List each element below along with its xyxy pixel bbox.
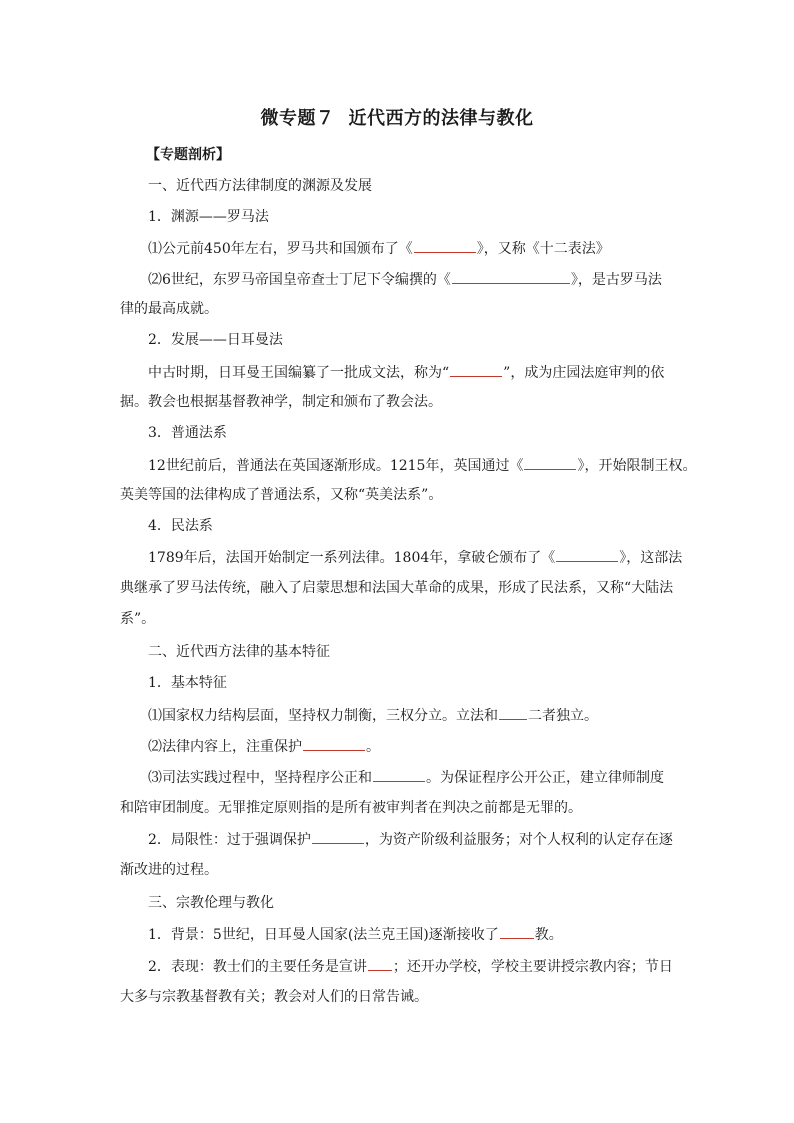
- paragraph-2-cont: 律的最高成就。: [120, 301, 218, 317]
- text: 中古时期，日耳曼王国编纂了一批成文法，称为“: [148, 365, 450, 381]
- paragraph-8-cont: 和陪审团制度。无罪推定原则指的是所有被审判者在判决之前都是无罪的。: [120, 800, 582, 816]
- paragraph-1: [148, 238, 708, 259]
- paragraph-3: [148, 362, 708, 383]
- text: 》，开始限制王权。: [577, 458, 697, 474]
- section-2-heading: 二、近代西方法律的基本特征: [148, 644, 330, 660]
- text: 12世纪前后，普通法在英国逐渐形成。1215年，英国通过《: [148, 458, 524, 474]
- text: 教。: [534, 927, 563, 943]
- paragraph-10: [148, 924, 708, 945]
- paragraph-5: [148, 547, 708, 568]
- paragraph-4-cont: 英美等国的法律构成了普通法系，又称“英美法系”。: [120, 487, 443, 503]
- answer-blank[interactable]: [500, 924, 534, 939]
- answer-blank[interactable]: [303, 736, 365, 751]
- paragraph-7: [148, 736, 708, 757]
- text: 1789年后，法国开始制定一系列法律。1804年，拿破仑颁布了《: [148, 550, 556, 566]
- subsection-1-2: 2．发展——日耳曼法: [148, 332, 283, 348]
- text: 1．背景：5世纪，日耳曼人国家(法兰克王国)逐渐接收了: [148, 927, 499, 943]
- paragraph-4: [148, 455, 708, 476]
- answer-blank[interactable]: [499, 705, 527, 720]
- text: ⑴国家权力结构层面，坚持权力制衡，三权分立。立法和: [148, 708, 498, 724]
- answer-blank[interactable]: [450, 362, 502, 377]
- paragraph-3-cont: 据。教会也根据基督教神学，制定和颁布了教会法。: [120, 394, 442, 410]
- answer-blank[interactable]: [414, 238, 476, 253]
- title-main: 近代西方的法律与教化: [348, 108, 534, 129]
- paragraph-5-cont: 典继承了罗马法传统，融入了启蒙思想和法国大革命的成果，形成了民法系，又称“大陆法: [120, 580, 674, 596]
- answer-blank[interactable]: [452, 269, 570, 284]
- paragraph-9: [148, 829, 708, 850]
- text: 》，这部法: [619, 550, 683, 566]
- answer-blank[interactable]: [373, 767, 425, 782]
- paragraph-5-end: 系”。: [120, 611, 156, 627]
- subsection-1-3: 3．普通法系: [148, 425, 227, 441]
- subsection-2-1: 1．基本特征: [148, 675, 227, 691]
- paragraph-11-cont: 大多与宗教基督教有关；教会对人们的日常告诫。: [120, 989, 428, 1005]
- text: ⑴公元前450年左右，罗马共和国颁布了《: [148, 241, 413, 257]
- subsection-1-4: 4．民法系: [148, 518, 213, 534]
- subsection-1-1: 1．渊源——罗马法: [148, 209, 269, 225]
- title-prefix: 微专题７: [260, 108, 335, 129]
- text: 。为保证程序公开公正，建立律师制度: [426, 770, 664, 786]
- text: 。: [366, 739, 380, 755]
- answer-blank[interactable]: [312, 829, 364, 844]
- paragraph-8: [148, 767, 708, 788]
- text: ”，成为庄园法庭审判的依: [503, 365, 665, 381]
- paragraph-6: [148, 705, 708, 726]
- paragraph-9-cont: 渐改进的过程。: [120, 862, 218, 878]
- text: 二者独立。: [528, 708, 598, 724]
- text: 2．表现：教士们的主要任务是宣讲: [148, 959, 367, 975]
- text: ⑵6世纪，东罗马帝国皇帝查士丁尼下令编撰的《: [148, 272, 451, 288]
- answer-blank[interactable]: [368, 956, 392, 971]
- text: ；还开办学校，学校主要讲授宗教内容；节日: [392, 959, 673, 975]
- page-title: [0, 104, 794, 130]
- section-3-heading: 三、宗教伦理与教化: [148, 895, 274, 911]
- analysis-heading: 【专题剖析】: [146, 147, 230, 163]
- text: 》，又称《十二表法》: [476, 241, 610, 257]
- text: 》，是古罗马法: [570, 272, 662, 288]
- text: 2．局限性：过于强调保护: [148, 832, 311, 848]
- text: ⑵法律内容上，注重保护: [148, 739, 302, 755]
- paragraph-2: [148, 269, 708, 290]
- answer-blank[interactable]: [556, 547, 618, 562]
- text: ⑶司法实践过程中，坚持程序公正和: [148, 770, 372, 786]
- answer-blank[interactable]: [524, 455, 576, 470]
- text: ，为资产阶级利益服务；对个人权利的认定存在逐: [364, 832, 673, 848]
- section-1-heading: 一、近代西方法律制度的渊源及发展: [148, 178, 372, 194]
- paragraph-11: [148, 956, 708, 977]
